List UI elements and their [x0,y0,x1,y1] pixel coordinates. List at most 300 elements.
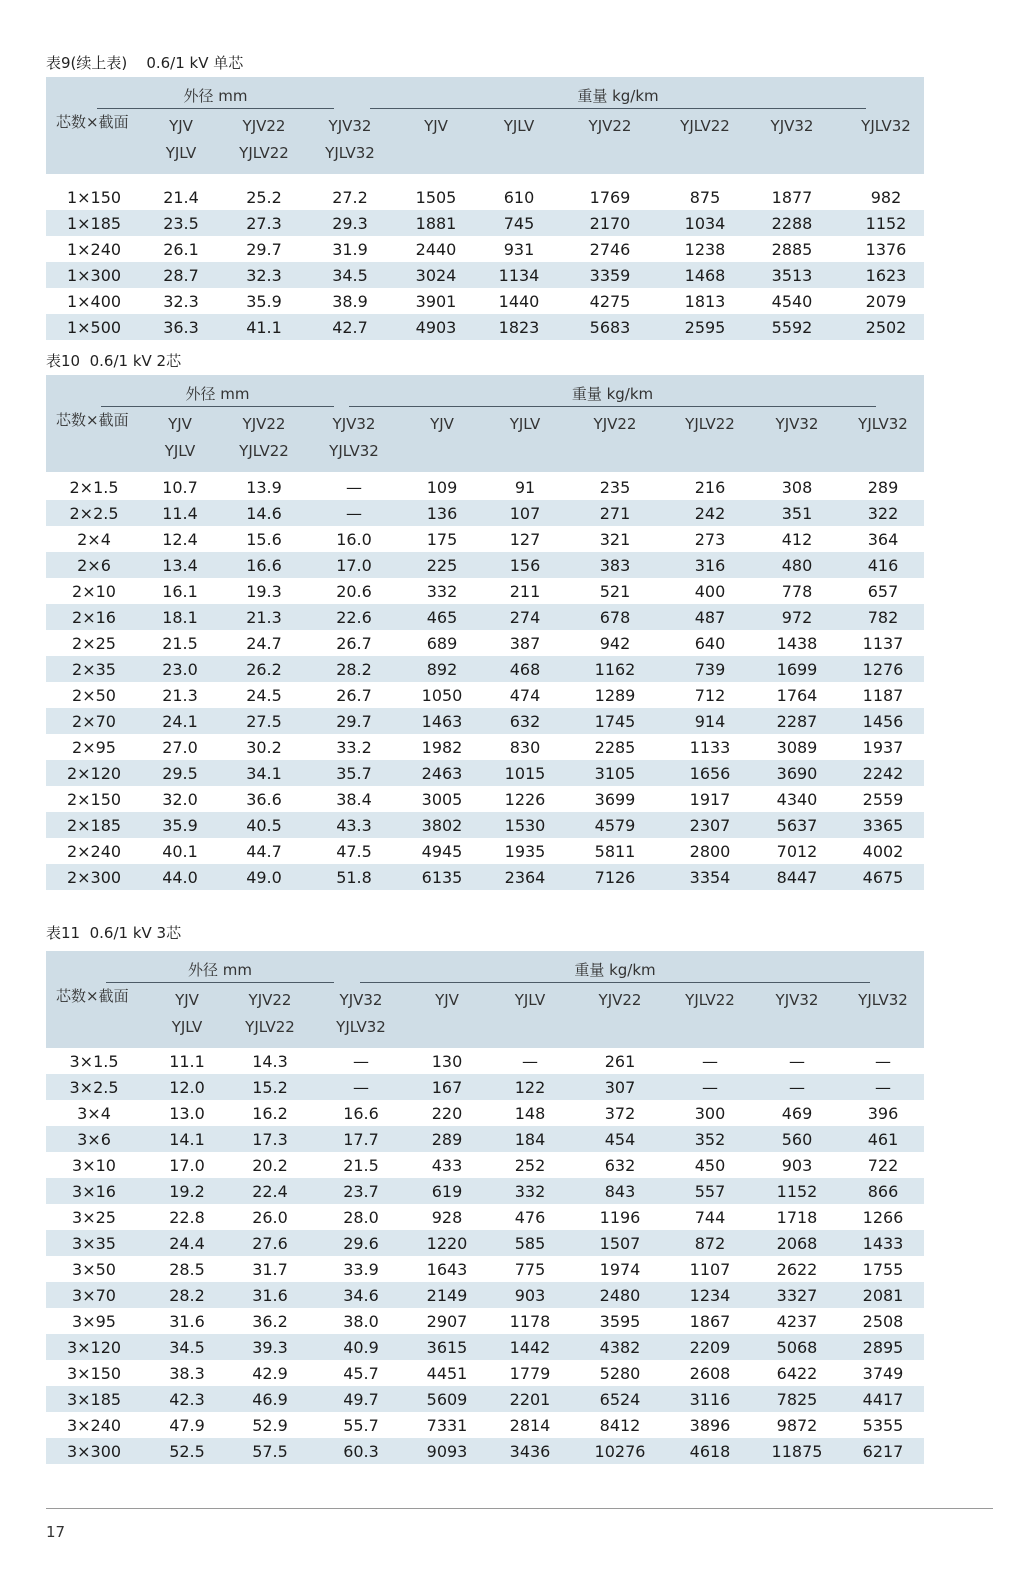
row-label-cell: 3×16 [72,1182,116,1201]
table-cell: 14.1 [169,1130,205,1149]
table-cell: 739 [694,660,726,679]
table-cell: 20.6 [336,582,372,601]
table-cell: 28.2 [169,1286,205,1305]
table-cell: 19.3 [246,582,282,601]
row-header-label: 芯数×截面 [56,987,129,1005]
table-cell: 31.6 [252,1286,288,1305]
table-row [46,1334,924,1360]
column-header-alt: YJLV22 [239,442,289,460]
table-cell: — [789,1078,805,1097]
row-label-cell: 3×95 [72,1312,116,1331]
table-cell: 57.5 [252,1442,288,1461]
group-header-diameter: 外径 mm [185,385,250,403]
column-header: YJV [435,991,459,1009]
table-cell: 2307 [689,816,731,835]
row-label-cell: 1×185 [66,214,122,233]
table-cell: 47.5 [336,842,372,861]
column-header: YJV22 [242,117,286,135]
table-cell: 60.3 [343,1442,379,1461]
table-cell: 127 [509,530,541,549]
row-label-cell: 2×1.5 [69,478,119,497]
table-cell: 28.5 [169,1260,205,1279]
table-cell: 3749 [862,1364,904,1383]
table-cell: 6135 [421,868,463,887]
cable-spec-table [46,951,924,1464]
table-cell: 9872 [776,1416,818,1435]
table-cell: 3615 [426,1338,468,1357]
table-row [46,1048,924,1074]
table-cell: 38.9 [332,292,368,311]
table-cell: 1877 [771,188,813,207]
row-label-cell: 2×185 [66,816,122,835]
column-header-alt: YJLV32 [325,144,375,162]
table-cell: 5637 [776,816,818,835]
table-cell: 27.6 [252,1234,288,1253]
table-cell: 4675 [862,868,904,887]
table-cell: 38.3 [169,1364,205,1383]
table-cell: 712 [694,686,726,705]
row-label-cell: 2×70 [72,712,116,731]
row-label-cell: 1×400 [66,292,122,311]
weight-group-rule [349,406,876,407]
table-row [46,812,924,838]
table-cell: 351 [781,504,813,523]
table-cell: 1137 [862,634,904,653]
table-cell: 31.6 [169,1312,205,1331]
table-cell: 26.2 [246,660,282,679]
table-cell: — [702,1078,718,1097]
table-row [46,1100,924,1126]
table-cell: 17.7 [343,1130,379,1149]
column-header: YJLV22 [680,117,730,135]
column-header: YJLV32 [861,117,911,135]
table-cell: 107 [509,504,541,523]
table-cell: 32.3 [246,266,282,285]
table-cell: 27.2 [332,188,368,207]
column-header: YJV22 [248,991,292,1009]
table-cell: 1699 [776,660,818,679]
table-cell: 32.3 [163,292,199,311]
group-header-diameter: 外径 mm [183,87,248,105]
table-row [46,786,924,812]
table-cell: 461 [867,1130,899,1149]
table-cell: 4945 [421,842,463,861]
table-cell: 1266 [862,1208,904,1227]
table-cell: 26.7 [336,634,372,653]
row-label-cell: 3×25 [72,1208,116,1227]
table-cell: 387 [509,634,541,653]
table-cell: 480 [781,556,813,575]
table-cell: 35.7 [336,764,372,783]
table-cell: 26.7 [336,686,372,705]
table-cell: 2288 [771,214,813,233]
table-cell: 332 [514,1182,546,1201]
diameter-group-rule [106,982,334,983]
table-cell: 1530 [504,816,546,835]
table-cell: 1468 [684,266,726,285]
table-cell: 21.3 [162,686,198,705]
table-cell: 321 [599,530,631,549]
table-cell: 3896 [689,1416,731,1435]
table-cell: 51.8 [336,868,372,887]
table-cell: 29.7 [336,712,372,731]
table-cell: 632 [509,712,541,731]
table-cell: 91 [514,478,536,497]
table-cell: 28.7 [163,266,199,285]
table-cell: 396 [867,1104,899,1123]
row-label-cell: 2×2.5 [69,504,119,523]
table-cell: — [789,1052,805,1071]
table-cell: 31.7 [252,1260,288,1279]
table-cell: 3105 [594,764,636,783]
table-cell: 5280 [599,1364,641,1383]
row-label-cell: 3×6 [77,1130,111,1149]
table-cell: 1456 [862,712,904,731]
table-row [46,760,924,786]
table-cell: 28.0 [343,1208,379,1227]
table-cell: 122 [514,1078,546,1097]
table-cell: 4540 [771,292,813,311]
table-cell: 8447 [776,868,818,887]
table-cell: 35.9 [246,292,282,311]
table-header [46,375,924,472]
footer-divider [46,1508,993,1509]
table-cell: 5811 [594,842,636,861]
table-cell: 3327 [776,1286,818,1305]
table-cell: 1507 [599,1234,641,1253]
table-cell: 1133 [689,738,731,757]
table-row [46,1360,924,1386]
table-cell: 433 [431,1156,463,1175]
row-label-cell: 2×120 [66,764,122,783]
table-cell: 1867 [689,1312,731,1331]
table-cell: 24.4 [169,1234,205,1253]
table-cell: 1178 [509,1312,551,1331]
table-cell: 22.8 [169,1208,205,1227]
table-cell: 26.1 [163,240,199,259]
table-cell: 2068 [776,1234,818,1253]
row-label-cell: 1×300 [66,266,122,285]
table-cell: 38.0 [343,1312,379,1331]
table-cell: 24.1 [162,712,198,731]
table-cell: 175 [426,530,458,549]
table-cell: 289 [867,478,899,497]
table-cell: 468 [509,660,541,679]
table-cell: 2608 [689,1364,731,1383]
row-label-cell: 2×150 [66,790,122,809]
column-header-alt: YJLV32 [336,1018,386,1036]
column-header: YJV [430,415,454,433]
row-label-cell: 1×240 [66,240,122,259]
table-cell: 3024 [415,266,457,285]
table-cell: 252 [514,1156,546,1175]
table-cell: 2440 [415,240,457,259]
table-cell: 216 [694,478,726,497]
table-cell: 352 [694,1130,726,1149]
table-cell: 2895 [862,1338,904,1357]
table-cell: — [353,1078,369,1097]
column-header: YJV22 [588,117,632,135]
table-cell: 40.9 [343,1338,379,1357]
table-cell: 34.1 [246,764,282,783]
table-cell: 220 [431,1104,463,1123]
table-row [46,314,924,340]
row-label-cell: 2×16 [72,608,116,627]
row-label-cell: 3×10 [72,1156,116,1175]
column-header: YJV32 [328,117,372,135]
row-label-cell: 2×95 [72,738,116,757]
table-row [46,1386,924,1412]
table-cell: 47.9 [169,1416,205,1435]
table-cell: 43.3 [336,816,372,835]
cable-spec-table [46,77,924,340]
table-cell: 316 [694,556,726,575]
table-cell: 903 [781,1156,813,1175]
column-header-alt: YJLV [165,144,197,162]
table-cell: 16.6 [246,556,282,575]
table-cell: 13.4 [162,556,198,575]
table-cell: 3802 [421,816,463,835]
table-cell: 830 [509,738,541,757]
column-header-alt: YJLV32 [329,442,379,460]
table-cell: 450 [694,1156,726,1175]
table-cell: 1440 [498,292,540,311]
table-cell: 28.2 [336,660,372,679]
table-cell: 261 [604,1052,636,1071]
table-cell: 1974 [599,1260,641,1279]
table-cell: 16.0 [336,530,372,549]
table-cell: 4382 [599,1338,641,1357]
table-cell: 364 [867,530,899,549]
table-cell: 34.6 [343,1286,379,1305]
table-cell: — [875,1078,891,1097]
column-header: YJV [175,991,199,1009]
table-cell: 557 [694,1182,726,1201]
table-cell: — [875,1052,891,1071]
table-cell: 1220 [426,1234,468,1253]
table-cell: — [346,478,362,497]
table-cell: 307 [604,1078,636,1097]
table-cell: 12.4 [162,530,198,549]
table-cell: 2508 [862,1312,904,1331]
weight-group-rule [370,108,866,109]
group-header-weight: 重量 kg/km [571,385,654,403]
table-cell: 1745 [594,712,636,731]
table-cell: 4618 [689,1442,731,1461]
table-cell: 21.3 [246,608,282,627]
table-row [46,734,924,760]
table-cell: 1438 [776,634,818,653]
table-cell: 33.2 [336,738,372,757]
table-cell: 4340 [776,790,818,809]
row-label-cell: 1×150 [66,188,122,207]
table-row [46,630,924,656]
table-row [46,682,924,708]
table-cell: 866 [867,1182,899,1201]
table-cell: — [346,504,362,523]
table-cell: 1505 [415,188,457,207]
table-cell: 49.0 [246,868,282,887]
table-cell: 3595 [599,1312,641,1331]
table-cell: 184 [514,1130,546,1149]
table-cell: 29.5 [162,764,198,783]
table-cell: 6422 [776,1364,818,1383]
column-header: YJV32 [332,415,376,433]
table-cell: 156 [509,556,541,575]
table-cell: 29.6 [343,1234,379,1253]
table-cell: 167 [431,1078,463,1097]
table-cell: 4903 [415,318,457,337]
table-cell: 1623 [865,266,907,285]
table-row [46,656,924,682]
table-cell: 1643 [426,1260,468,1279]
table-cell: 23.5 [163,214,199,233]
table-cell: 689 [426,634,458,653]
table-cell: 2170 [589,214,631,233]
table-cell: 27.3 [246,214,282,233]
table-cell: 2463 [421,764,463,783]
column-header: YJLV22 [685,415,735,433]
table-cell: 610 [503,188,535,207]
row-label-cell: 3×150 [66,1364,122,1383]
table-cell: 632 [604,1156,636,1175]
table-row [46,1126,924,1152]
table-cell: 2201 [509,1390,551,1409]
row-label-cell: 3×1.5 [69,1052,119,1071]
column-header: YJV [169,117,193,135]
table-row [46,500,924,526]
table-cell: 33.9 [343,1260,379,1279]
table-cell: 225 [426,556,458,575]
table-row [46,578,924,604]
table-cell: — [353,1052,369,1071]
table-cell: 1764 [776,686,818,705]
table-cell: 2746 [589,240,631,259]
table-cell: 7012 [776,842,818,861]
table-cell: 19.2 [169,1182,205,1201]
table-cell: 14.6 [246,504,282,523]
table-row [46,1256,924,1282]
table-cell: 4237 [776,1312,818,1331]
column-header: YJV22 [598,991,642,1009]
table-cell: 416 [867,556,899,575]
column-header: YJLV32 [858,415,908,433]
table-cell: 1162 [594,660,636,679]
table-cell: 2559 [862,790,904,809]
table-cell: 778 [781,582,813,601]
group-header-diameter: 外径 mm [188,961,252,979]
table-cell: 454 [604,1130,636,1149]
table-cell: 23.7 [343,1182,379,1201]
table-cell: 722 [867,1156,899,1175]
table-cell: 32.0 [162,790,198,809]
table-cell: 3513 [771,266,813,285]
table-cell: 383 [599,556,631,575]
table-cell: 26.0 [252,1208,288,1227]
table-cell: 49.7 [343,1390,379,1409]
column-header: YJV22 [593,415,637,433]
table-cell: 211 [509,582,541,601]
table-cell: 3005 [421,790,463,809]
table-cell: 30.2 [246,738,282,757]
table-cell: 3359 [589,266,631,285]
table-cell: 400 [694,582,726,601]
table-caption: 表9(续上表) 0.6/1 kV 单芯 [46,54,244,72]
row-label-cell: 3×185 [66,1390,122,1409]
table-cell: 1982 [421,738,463,757]
table-cell: 42.3 [169,1390,205,1409]
table-cell: 36.3 [163,318,199,337]
row-header-label: 芯数×截面 [56,113,129,131]
table-cell: 14.3 [252,1052,288,1071]
row-label-cell: 3×35 [72,1234,116,1253]
table-cell: 657 [867,582,899,601]
table-cell: 640 [694,634,726,653]
table-cell: 1881 [415,214,457,233]
table-cell: 44.0 [162,868,198,887]
table-cell: 11.1 [169,1052,205,1071]
table-caption: 表10 0.6/1 kV 2芯 [46,352,182,370]
table-cell: 55.7 [343,1416,379,1435]
table-cell: 487 [694,608,726,627]
table-cell: 22.4 [252,1182,288,1201]
row-label-cell: 2×35 [72,660,116,679]
row-label-cell: 1×500 [66,318,122,337]
row-label-cell: 2×25 [72,634,116,653]
table-cell: 1034 [684,214,726,233]
table-cell: 17.3 [252,1130,288,1149]
table-cell: 24.7 [246,634,282,653]
table-cell: 21.4 [163,188,199,207]
table-cell: 12.0 [169,1078,205,1097]
table-cell: 4275 [589,292,631,311]
table-cell: 2502 [865,318,907,337]
table-cell: 40.1 [162,842,198,861]
table-row [46,288,924,314]
table-cell: 235 [599,478,631,497]
table-cell: 1187 [862,686,904,705]
group-header-weight: 重量 kg/km [577,87,659,105]
table-cell: 41.1 [246,318,282,337]
table-cell: 2622 [776,1260,818,1279]
table-cell: 2907 [426,1312,468,1331]
table-cell: 4002 [862,842,904,861]
table-cell: 273 [694,530,726,549]
table-cell: 1937 [862,738,904,757]
table-cell: 4579 [594,816,636,835]
table-row [46,210,924,236]
column-header-alt: YJLV [164,442,196,460]
table-cell: 36.2 [252,1312,288,1331]
table-cell: — [702,1052,718,1071]
table-cell: 3901 [415,292,457,311]
table-cell: 18.1 [162,608,198,627]
table-cell: 1463 [421,712,463,731]
table-cell: 2285 [594,738,636,757]
table-row [46,1438,924,1464]
table-cell: 942 [599,634,631,653]
column-header: YJV32 [339,991,383,1009]
table-cell: 3354 [689,868,731,887]
table-cell: 892 [426,660,458,679]
table-cell: 27.0 [162,738,198,757]
table-cell: 914 [694,712,726,731]
table-cell: 3436 [509,1442,551,1461]
table-row [46,236,924,262]
table-cell: 34.5 [169,1338,205,1357]
table-cell: 1152 [776,1182,818,1201]
column-header-alt: YJLV [171,1018,203,1036]
